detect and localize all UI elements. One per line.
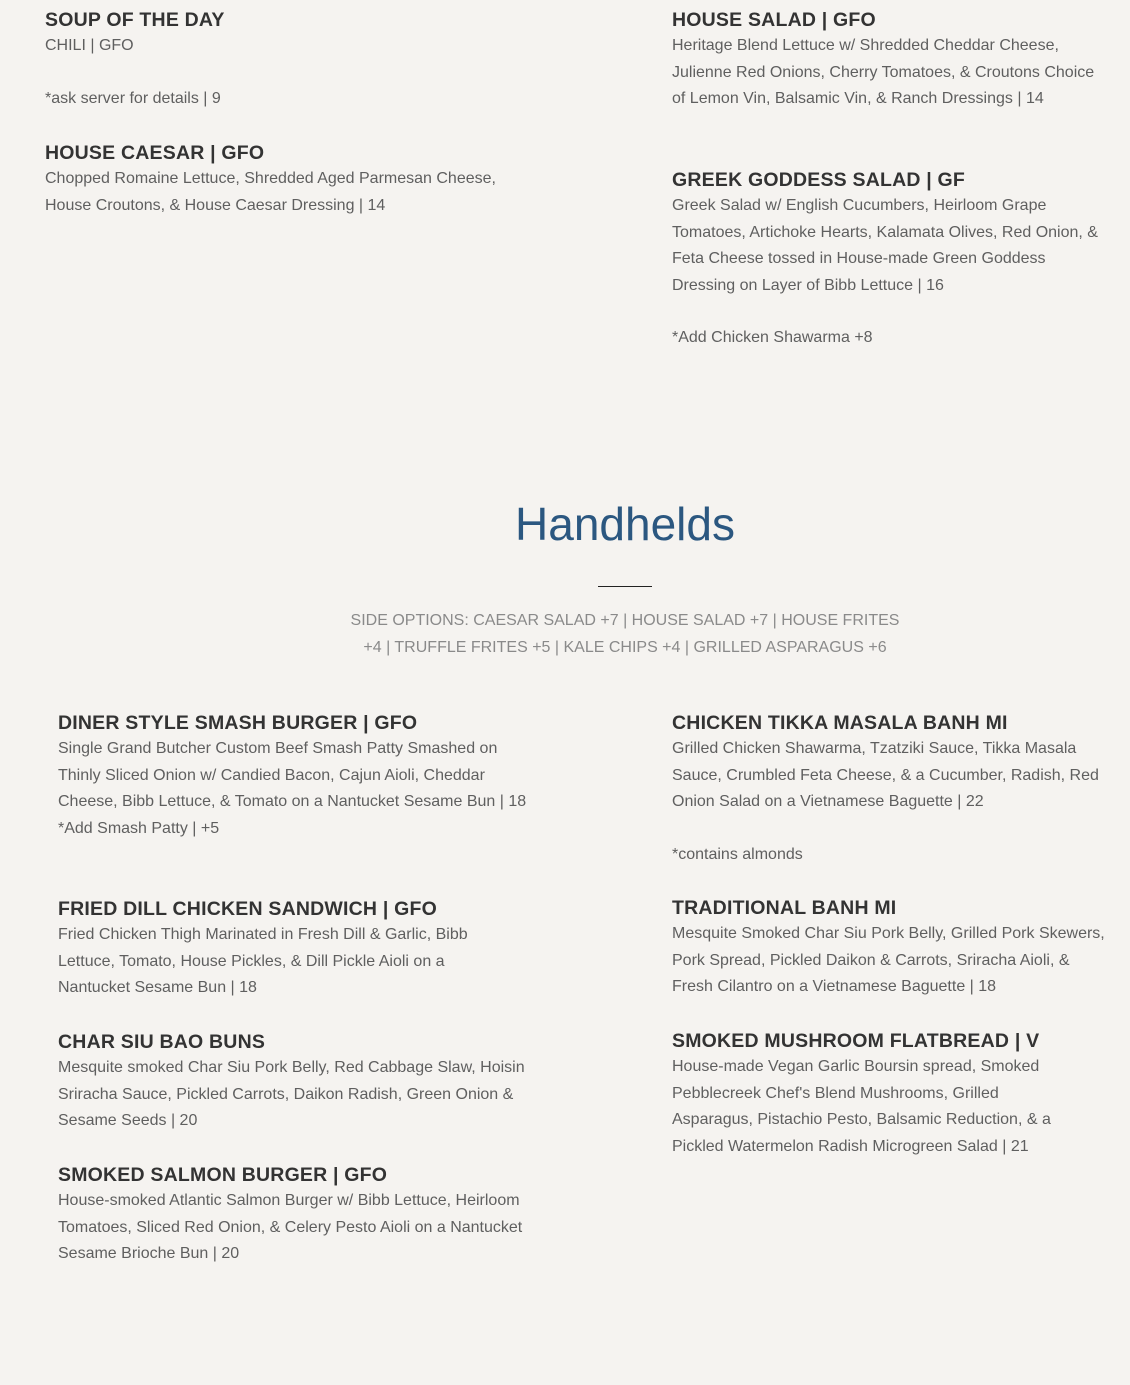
menu-item-desc: Greek Salad w/ English Cucumbers, Heirloom Grape Tomatoes, Artichoke Hearts, Kalamata Olives, Red Onion, & Feta Cheese tossed in House-made Green Goddess Dressing on Layer of Bibb Lettuce | 16	[672, 197, 1098, 294]
menu-item-title: HOUSE SALAD | GFO	[672, 9, 876, 31]
menu-item-desc: Mesquite Smoked Char Siu Pork Belly, Grilled Pork Skewers, Pork Spread, Pickled Daikon & Carrots, Sriracha Aioli, & Fresh Cilantro on a Vietnamese Baguette | 18	[672, 925, 1105, 995]
menu-item-title: CHICKEN TIKKA MASALA BANH MI	[672, 712, 1008, 734]
side-options: SIDE OPTIONS: CAESAR SALAD +7 | HOUSE SALAD +7 | HOUSE FRITES +4 | TRUFFLE FRITES +5 | KALE CHIPS +4 | GRILLED ASPARAGUS +6	[350, 612, 900, 656]
menu-item-desc: House-made Vegan Garlic Boursin spread, Smoked Pebblecreek Chef's Blend Mushrooms, Grilled Asparagus, Pistachio Pesto, Balsamic Reduction, & a Pickled Watermelon Radish Microgreen Salad | 21	[672, 1058, 1051, 1155]
menu-item-desc: CHILI | GFO	[45, 37, 134, 54]
menu-item-desc: Mesquite smoked Char Siu Pork Belly, Red Cabbage Slaw, Hoisin Sriracha Sauce, Pickled Carrots, Daikon Radish, Green Onion & Sesame Seeds | 20	[58, 1059, 525, 1129]
menu-item-soup	[45, 7, 535, 112]
menu-item-note: *Add Chicken Shawarma +8	[672, 329, 873, 346]
menu-item-note: *contains almonds	[672, 845, 803, 863]
menu-item-title: TRADITIONAL BANH MI	[672, 897, 897, 919]
menu-item-desc: Chopped Romaine Lettuce, Shredded Aged Parmesan Cheese, House Croutons, & House Caesar Dressing | 14	[45, 170, 496, 214]
menu-item-char-siu-bao	[58, 1029, 544, 1135]
menu-item-title: CHAR SIU BAO BUNS	[58, 1031, 266, 1053]
menu-item-chicken-tikka-banh-mi	[672, 710, 1102, 868]
menu-item-greek-goddess-salad	[672, 167, 1104, 352]
menu-item-desc: House-smoked Atlantic Salmon Burger w/ Bibb Lettuce, Heirloom Tomatoes, Sliced Red Onion, & Celery Pesto Aioli on a Nantucket Sesame Brioche Bun | 20	[58, 1192, 523, 1262]
menu-item-traditional-banh-mi	[672, 895, 1108, 1001]
menu-item-title: HOUSE CAESAR | GFO	[45, 142, 265, 164]
menu-item-house-salad	[672, 7, 1104, 113]
menu-item-desc: Heritage Blend Lettuce w/ Shredded Cheddar Cheese, Julienne Red Onions, Cherry Tomatoes, & Croutons Choice of Lemon Vin, Balsamic Vin, & Ranch Dressings | 14	[672, 37, 1095, 107]
menu-item-title: SMOKED SALMON BURGER | GFO	[58, 1164, 388, 1186]
menu-item-desc: Single Grand Butcher Custom Beef Smash Patty Smashed on Thinly Sliced Onion w/ Candied Bacon, Cajun Aioli, Cheddar Cheese, Bibb Lettuce, & Tomato on a Nantucket Sesame Bun | 18	[58, 740, 527, 810]
menu-item-house-caesar	[45, 140, 525, 219]
menu-item-note: *ask server for details | 9	[45, 89, 221, 107]
section-divider	[598, 586, 652, 587]
menu-item-title: GREEK GODDESS SALAD | GF	[672, 169, 966, 191]
menu-item-desc: Fried Chicken Thigh Marinated in Fresh Dill & Garlic, Bibb Lettuce, Tomato, House Pickles, & Dill Pickle Aioli on a Nantucket Sesame Bun | 18	[58, 926, 468, 996]
menu-item-smash-burger	[58, 710, 540, 842]
menu-item-note: *Add Smash Patty | +5	[58, 819, 220, 837]
menu-item-smoked-salmon-burger	[58, 1162, 544, 1268]
menu-item-title: DINER STYLE SMASH BURGER | GFO	[58, 712, 418, 734]
menu-item-title: FRIED DILL CHICKEN SANDWICH | GFO	[58, 898, 437, 920]
menu-item-title: SMOKED MUSHROOM FLATBREAD | V	[672, 1030, 1040, 1052]
menu-item-desc: Grilled Chicken Shawarma, Tzatziki Sauce, Tikka Masala Sauce, Crumbled Feta Cheese, & a Cucumber, Radish, Red Onion Salad on a Vietnamese Baguette | 22	[672, 740, 1099, 810]
menu-item-fried-dill-chicken	[58, 896, 508, 1002]
section-title-handhelds: Handhelds	[515, 498, 735, 550]
menu-item-smoked-mushroom-flatbread	[672, 1028, 1072, 1160]
menu-item-title: SOUP OF THE DAY	[45, 9, 225, 31]
